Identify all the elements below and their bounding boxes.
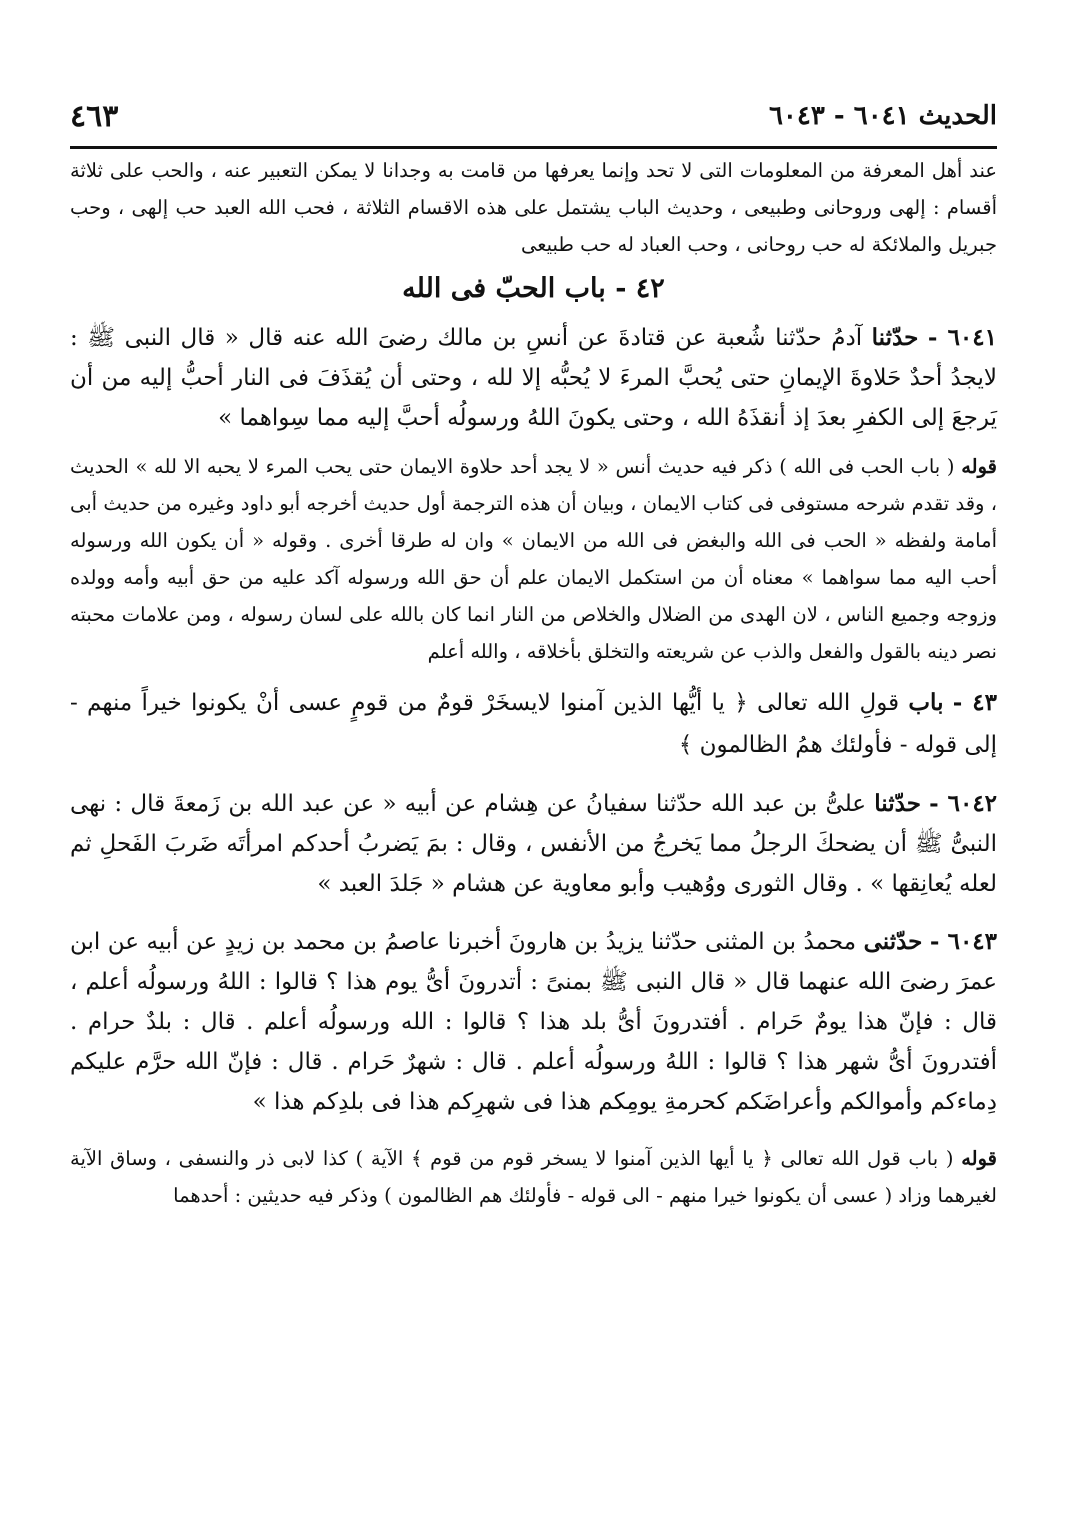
commentary-lead: قوله [961,1147,997,1170]
hadith-text: محمدُ بن المثنى حدّثنا يزيدُ بن هارونَ أخبرنا عاصمُ بن محمد بن زيدٍ عن أبيه عن ابن عمرَ رضىَ الله عنهما قال « قال النبى ﷺ بمنىً : أتدرونَ أىُّ يوم هذا ؟ قالوا : اللهُ ورسولُه أعلم ، قال : فإنّ هذا يومٌ حَرام . أفتدرونَ أىُّ بلد هذا ؟ قالوا : الله ورسولُه أعلم . قال : بلدٌ حرام . أفتدرونَ أىُّ شهر هذا ؟ قالوا : اللهُ ورسولُه أعلم . قال : شهرٌ حَرام . قال : فإنّ الله حرَّم عليكم دِماءكم وأموالكم وأعراضَكم كحرمةِ يومِكم هذا فى شهرِكم هذا فى بلدِكم هذا » [70,929,997,1115]
chapter-keyword: باب [564,273,606,304]
page-number: ٤٦٣ [70,98,119,134]
header-rule [70,146,997,149]
chapter-title: الحبّ فى الله [402,273,556,304]
hadith-lead: حدّثنا [871,324,919,351]
hadith-lead: حدّثنى [863,928,923,955]
chapter-number: ٤٢ - [615,273,665,304]
hadith-text: علىُّ بن عبد الله حدّثنا سفيانُ عن هِشام عن أبيه « عن عبد الله بن زَمعةَ قال : نهى النبىُّ ﷺ أن يضحكَ الرجلُ مما يَخرجُ من الأنفس ، وقال : بمَ يَضربُ أحدكم امرأتَه ضَربَ الفَحلِ ثم لعله يُعانِقها » . وقال الثورى ووُهيب وأبو معاوية عن هشام « جَلدَ العبد » [70,791,997,897]
chapter-42-heading [70,273,997,304]
chapter-keyword: باب [908,689,944,716]
hadith-number: ٦٠٤١ - [927,324,997,351]
intro-paragraph: عند أهل المعرفة من المعلومات التى لا تحد وإنما يعرفها من قامت به وجدانا لا يمكن التعبير عنه ، والحب على ثلاثة أقسام : إلهى وروحانى وطبيعى ، وحديث الباب يشتمل على هذه الاقسام الثلاثة ، فحب الله العبد حب إلهى ، وحب جبريل والملائكة له حب روحانى ، وحب العباد له حب طبيعى [70,159,997,256]
commentary-43 [70,1140,997,1214]
hadith-6042 [70,784,997,904]
page-header [70,86,997,146]
running-head: الحديث ٦٠٤١ - ٦٠٤٣ [768,101,997,131]
hadith-text: آدمُ حدّثنا شُعبة عن قتادةَ عن أنسِ بن مالك رضىَ الله عنه قال « قال النبى ﷺ : لايجدُ أحدٌ حَلاوةَ الإيمانِ حتى يُحبَّ المرءَ لا يُحبُّه إلا لله ، وحتى أن يُقذَفَ فى النار أحبُّ إليه من أن يَرجعَ إلى الكفرِ بعدَ إذ أنقذَهُ الله ، وحتى يكونَ اللهُ ورسولُه أحبَّ إليه مما سِواهما » [70,325,997,431]
chapter-number: ٤٣ - [952,689,997,716]
commentary-42 [70,448,997,670]
hadith-6043 [70,922,997,1122]
page-body [70,152,997,1214]
chapter-title: قولِ الله تعالى ﴿ يا أيُّها الذين آمنوا لايسخَرْ قومٌ من قومٍ عسى أنْ يكونوا خيراً منهم - إلى قوله - فأولئك همُ الظالمون ﴾ [70,690,997,758]
commentary-text: ( باب الحب فى الله ) ذكر فيه حديث أنس « لا يجد أحد حلاوة الايمان حتى يحب المرء لا يحبه الا لله » الحديث ، وقد تقدم شرحه مستوفى فى كتاب الايمان ، وبيان أن هذه الترجمة أول حديث أخرجه أبو داود وغيره من حديث أبى أمامة ولفظه « الحب فى الله والبغض فى الله من الايمان » وان له طرقا أخرى . وقوله « أن يكون الله ورسوله أحب اليه مما سواهما » معناه أن من استكمل الايمان علم أن حق الله ورسوله آكد عليه من حق أبيه وأمه وولده وزوجه وجميع الناس ، لان الهدى من الضلال والخلاص من النار انما كان بالله على لسان رسوله ، ومن علامات محبته نصر دينه بالقول والفعل والذب عن شريعته والتخلق بأخلاقه ، والله أعلم [70,455,997,663]
commentary-lead: قوله [961,455,997,478]
hadith-number: ٦٠٤٣ - [929,928,998,955]
hadith-number: ٦٠٤٢ - [929,790,998,817]
hadith-lead: حدّثنا [874,790,921,817]
chapter-43-heading [70,682,997,766]
hadith-6041 [70,318,997,438]
commentary-text: ( باب قول الله تعالى ﴿ يا أيها الذين آمنوا لا يسخر قوم من قوم ﴾ الآية ) كذا لابى ذر والنسفى ، وساق الآية لغيرهما وزاد ( عسى أن يكونوا خيرا منهم - الى قوله - فأولئك هم الظالمون ) وذكر فيه حديثين : أحدهما [70,1147,997,1207]
